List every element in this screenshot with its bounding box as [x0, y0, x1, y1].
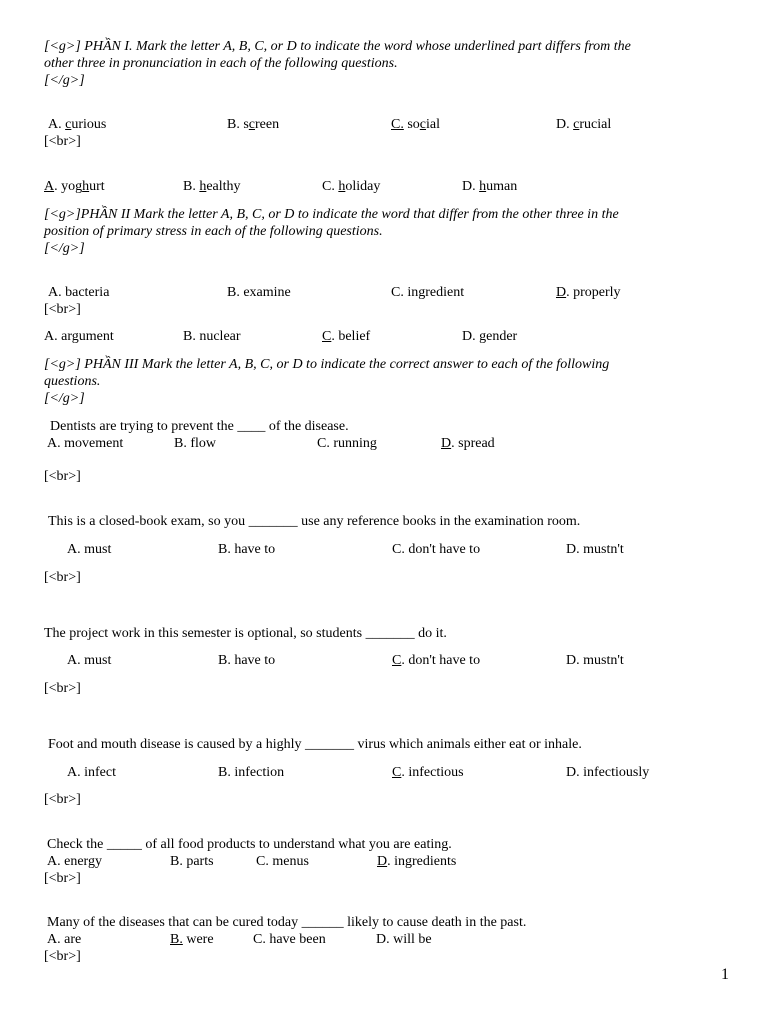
p3-q4-option-d: D. infectiously — [566, 765, 650, 780]
p3-q6-option-c: C. have been — [253, 932, 326, 947]
p1-q1-option-b: B. screen — [227, 117, 280, 132]
p3-q3-stem: The project work in this semester is optional, so students _______ do it. — [44, 626, 447, 641]
p3-q2-br: [<br>] — [44, 570, 81, 585]
part3-header-line2: questions. — [44, 374, 101, 389]
part2-header-line1: [<g>]PHẦN II Mark the letter A, B, C, or D to indicate the word that differ from the other three in the — [44, 207, 619, 222]
p1-q1-option-a: A. curious — [48, 117, 107, 132]
p3-q6-option-b: B. were — [170, 932, 214, 947]
p1-br-marker: [<br>] — [44, 134, 81, 149]
page-number: 1 — [721, 966, 729, 983]
p3-q5-br: [<br>] — [44, 871, 81, 886]
p3-q1-option-c: C. running — [317, 436, 377, 451]
p1-q2-option-d: D. human — [462, 179, 518, 194]
p3-q1-option-b: B. flow — [174, 436, 216, 451]
p3-q4-option-b: B. infection — [218, 765, 285, 780]
p2-q2-option-c: C. belief — [322, 329, 371, 344]
p3-q3-option-b: B. have to — [218, 653, 276, 668]
p3-q6-option-a: A. are — [47, 932, 82, 947]
p1-q2-option-a: A. yoghurt — [44, 179, 105, 194]
p3-q5-option-b: B. parts — [170, 854, 214, 869]
p3-q6-stem: Many of the diseases that can be cured today ______ likely to cause death in the past. — [47, 915, 527, 930]
p2-q2-option-a: A. argument — [44, 329, 114, 344]
p2-q2-option-b: B. nuclear — [183, 329, 241, 344]
p3-q3-option-c: C. don't have to — [392, 653, 481, 668]
p3-q5-option-a: A. energy — [47, 854, 102, 869]
p3-q4-option-a: A. infect — [67, 765, 116, 780]
part2-header-line2: position of primary stress in each of the following questions. — [44, 224, 383, 239]
p3-q2-option-c: C. don't have to — [392, 542, 481, 557]
p3-q2-option-b: B. have to — [218, 542, 276, 557]
p3-q5-option-c: C. menus — [256, 854, 309, 869]
p2-q1-option-a: A. bacteria — [48, 285, 110, 300]
part2-header-close: [</g>] — [44, 241, 85, 256]
p3-q3-option-a: A. must — [67, 653, 112, 668]
p3-q4-br: [<br>] — [44, 792, 81, 807]
p3-q4-option-c: C. infectious — [392, 765, 464, 780]
p3-q3-br: [<br>] — [44, 681, 81, 696]
part1-header-line1: [<g>] PHẦN I. Mark the letter A, B, C, or D to indicate the word whose underlined part differs from the — [44, 39, 631, 54]
part1-header-line2: other three in pronunciation in each of the following questions. — [44, 56, 398, 71]
p3-q1-option-a: A. movement — [47, 436, 124, 451]
p2-q1-option-d: D. properly — [556, 285, 621, 300]
p3-q4-stem: Foot and mouth disease is caused by a highly _______ virus which animals either eat or inhale. — [48, 737, 582, 752]
p3-q3-option-d: D. mustn't — [566, 653, 624, 668]
p3-q2-option-a: A. must — [67, 542, 112, 557]
p2-br-marker: [<br>] — [44, 302, 81, 317]
p3-q6-option-d: D. will be — [376, 932, 432, 947]
p3-q5-option-d: D. ingredients — [377, 854, 457, 869]
part1-header-close: [</g>] — [44, 73, 85, 88]
p1-q2-option-b: B. healthy — [183, 179, 241, 194]
p3-q5-stem: Check the _____ of all food products to understand what you are eating. — [47, 837, 452, 852]
p1-q1-option-d: D. crucial — [556, 117, 612, 132]
p3-q1-br: [<br>] — [44, 469, 81, 484]
part3-header-line1: [<g>] PHẦN III Mark the letter A, B, C, or D to indicate the correct answer to each of the following — [44, 357, 610, 372]
p3-q2-option-d: D. mustn't — [566, 542, 624, 557]
p1-q2-option-c: C. holiday — [322, 179, 381, 194]
p3-q6-br: [<br>] — [44, 949, 81, 964]
p2-q1-option-c: C. ingredient — [391, 285, 465, 300]
p3-q1-stem: Dentists are trying to prevent the ____ of the disease. — [50, 419, 349, 434]
p3-q2-stem: This is a closed-book exam, so you _______ use any reference books in the examination room. — [48, 514, 581, 529]
p3-q1-option-d: D. spread — [441, 436, 495, 451]
p2-q1-option-b: B. examine — [227, 285, 291, 300]
part3-header-close: [</g>] — [44, 391, 85, 406]
p1-q1-option-c: C. social — [391, 117, 441, 132]
p2-q2-option-d: D. gender — [462, 329, 518, 344]
